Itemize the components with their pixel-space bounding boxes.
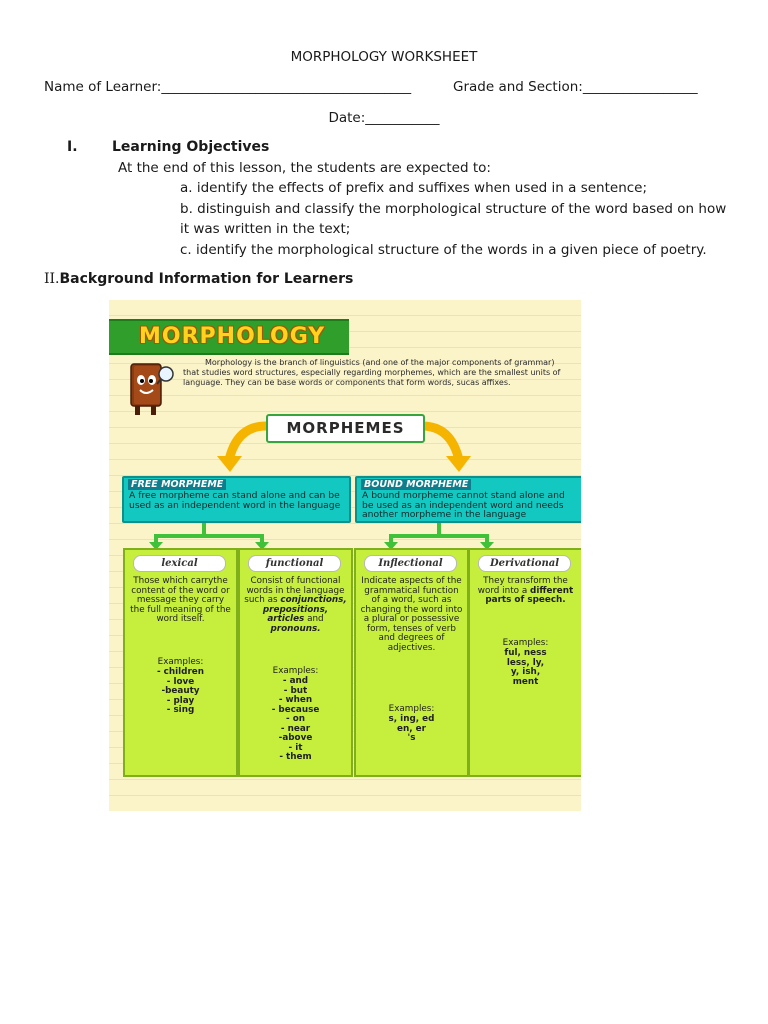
functional-example: - them — [279, 752, 312, 762]
lexical-examples-label: Examples: — [157, 657, 204, 667]
inflectional-label: Inflectional — [364, 555, 457, 572]
morphology-definition: Morphology is the branch of linguistics (and one of the major components of grammar) that studies word structures, especially regarding morphemes, which are the smallest units of language. They can be base words or components that form words, sucas affixes. — [183, 358, 561, 387]
section-2-heading — [44, 271, 353, 287]
lexical-label: lexical — [133, 555, 226, 572]
functional-desc-and: and — [307, 614, 324, 624]
functional-example: - on — [285, 714, 306, 724]
free-morpheme-box — [122, 476, 351, 523]
morphemes-heading — [266, 414, 425, 443]
derivational-example: y, ish, — [510, 667, 541, 677]
functional-desc — [244, 577, 347, 634]
grade-section-field: Grade and Section:_________________ — [453, 79, 698, 95]
lexical-column — [123, 548, 238, 777]
name-of-learner-field: Name of Learner:_____________________________________ — [44, 79, 412, 95]
functional-example: - near — [280, 723, 311, 734]
lexical-example: - play — [166, 695, 195, 706]
inflectional-desc: Indicate aspects of the grammatical function of a word, such as changing the word into a plural or possessive form, tenses of verb and degrees of adjectives. — [360, 576, 463, 653]
inflectional-column — [354, 548, 469, 777]
derivational-desc — [474, 577, 577, 606]
inflectional-example: en, er — [397, 723, 426, 734]
free-morpheme-desc: A free morpheme can stand alone and can be used as an independent word in the language — [129, 490, 341, 511]
lexical-example: - children — [156, 667, 205, 677]
section-1-heading: Learning Objectives — [112, 139, 270, 155]
derivational-column — [468, 548, 581, 777]
morphemes-label: MORPHEMES — [286, 419, 405, 437]
objectives-intro: At the end of this lesson, the students are expected to: — [118, 160, 491, 176]
lexical-example: -beauty — [161, 686, 200, 696]
inflectional-example: s, ing, ed — [388, 714, 435, 724]
functional-column — [238, 548, 353, 777]
objective-a: a. identify the effects of prefix and suffixes when used in a sentence; — [180, 180, 648, 196]
derivational-example: ful, ness — [504, 648, 547, 658]
derivational-example: ment — [512, 676, 539, 687]
section-2-title: Background Information for Learners — [59, 271, 354, 287]
date-field: Date:___________ — [328, 110, 440, 126]
functional-example: -above — [278, 733, 313, 743]
functional-desc-pronouns: pronouns. — [270, 623, 321, 634]
derivational-examples-label: Examples: — [502, 638, 549, 648]
functional-example: - but — [283, 685, 308, 696]
section-2-number: II. — [44, 271, 60, 287]
bound-morpheme-desc: A bound morpheme cannot stand alone and be used as an independent word and needs another morpheme in the language — [362, 490, 565, 520]
lexical-example: - sing — [166, 705, 195, 715]
derivational-label: Derivational — [478, 555, 571, 572]
functional-desc-text: Consist of functional words in the language such as — [244, 576, 345, 605]
morphology-banner-text: MORPHOLOGY — [139, 324, 326, 349]
functional-example: - when — [278, 695, 313, 705]
derivational-desc-bold: different parts of speech. — [485, 585, 574, 605]
inflectional-examples-label: Examples: — [388, 704, 435, 714]
morphology-infographic — [109, 300, 581, 811]
functional-example: - it — [288, 742, 303, 753]
bound-morpheme-box — [355, 476, 581, 523]
objective-b: b. distinguish and classify the morphological structure of the word based on how — [180, 201, 727, 217]
lexical-example: - love — [166, 676, 195, 687]
inflectional-example: 's — [407, 733, 416, 743]
objective-b-cont: it was written in the text; — [180, 221, 351, 237]
derivational-example: less, ly, — [506, 657, 545, 668]
section-1-number: I. — [67, 139, 78, 155]
bound-morpheme-title: BOUND MORPHEME — [361, 479, 471, 490]
functional-examples-label: Examples: — [272, 666, 319, 676]
functional-example: - and — [282, 676, 309, 686]
functional-example: - because — [271, 704, 320, 715]
functional-desc-terms: conjunctions, prepositions, articles — [262, 595, 347, 624]
functional-label: functional — [248, 555, 341, 572]
worksheet-title: MORPHOLOGY WORKSHEET — [290, 49, 478, 65]
lexical-desc: Those which carrythe content of the word or message they carry the full meaning of the word itself. — [130, 576, 231, 624]
derivational-desc-text: They transform the word into a — [477, 576, 568, 596]
free-morpheme-title: FREE MORPHEME — [128, 479, 226, 490]
objective-c: c. identify the morphological structure of the words in a given piece of poetry. — [180, 242, 707, 258]
